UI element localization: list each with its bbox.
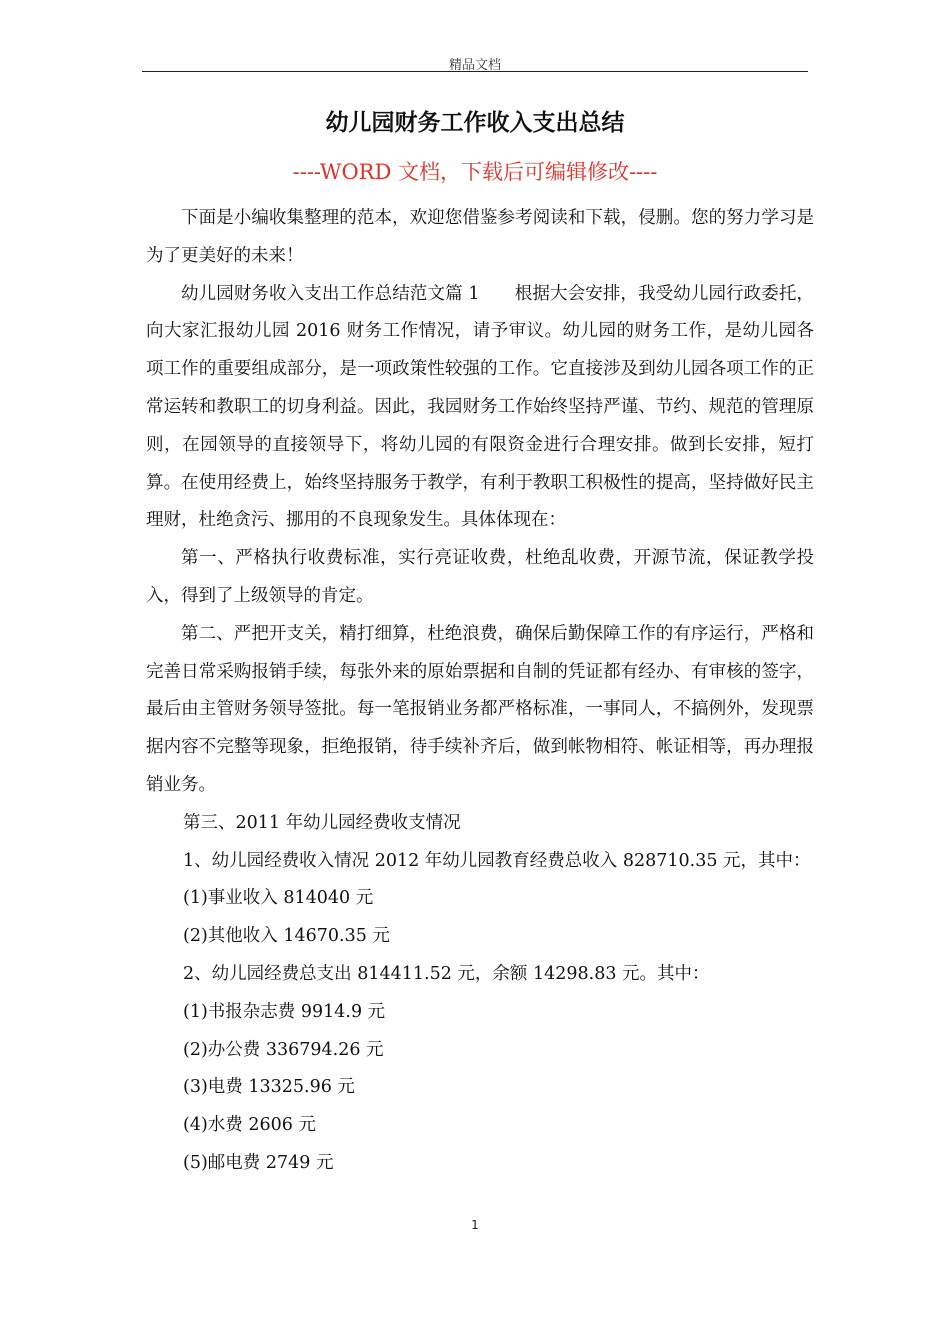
list-item: (2)其他收入 14670.35 元 xyxy=(183,926,390,947)
list-item: 1、幼儿园经费收入情况 2012 年幼儿园教育经费总收入 828710.35 元，其中： xyxy=(183,850,811,871)
page-header: 精品文档 xyxy=(448,58,501,73)
list-item: (5)邮电费 2749 元 xyxy=(183,1152,334,1173)
paragraph-overview: 幼儿园财务收入支出工作总结范文篇 1 根据大会安排，我受幼儿园行政委托，向大家汇报幼儿园 2016 财务工作情况，请予审议。幼儿园的财务工作，是幼儿园各项工作的重要组成部分，是一项政策性较强的工作。它直接涉及到幼儿园各项工作的正常运转和教职工的切身利益。因此，我园财务工作始终坚持严谨、节约、规范的管理原则，在园领导的直接领导下，将幼儿园的有限资金进行合理安排。做到长安排，短打算。在使用经费上，始终坚持服务于教学，有利于教职工积极性的提高，坚持做好民主理财，杜绝贪污、挪用的不良现象发生。具体体现在： xyxy=(146,283,814,531)
list-item: (1)事业收入 814040 元 xyxy=(183,888,374,909)
document-body xyxy=(146,200,814,1183)
paragraph-point-one: 第一、严格执行收费标准，实行亮证收费，杜绝乱收费，开源节流，保证教学投入，得到了上级领导的肯定。 xyxy=(146,548,814,606)
list-item: 第三、2011 年幼儿园经费收支情况 xyxy=(183,812,461,833)
list-item: (4)水费 2606 元 xyxy=(183,1115,316,1136)
document-title: 幼儿园财务工作收入支出总结 xyxy=(325,110,625,136)
list-item: (1)书报杂志费 9914.9 元 xyxy=(183,1001,386,1022)
list-item: (2)办公费 336794.26 元 xyxy=(183,1039,384,1060)
list-item: 2、幼儿园经费总支出 814411.52 元，余额 14298.83 元。其中： xyxy=(183,963,710,984)
document-subtitle: ----WORD 文档，下载后可编辑修改---- xyxy=(292,160,658,184)
list-item: (3)电费 13325.96 元 xyxy=(183,1077,355,1098)
header-divider xyxy=(142,71,808,72)
paragraph-intro: 下面是小编收集整理的范本，欢迎您借鉴参考阅读和下载，侵删。您的努力学习是为了更美好的未来！ xyxy=(146,208,814,266)
paragraph-point-two: 第二、严把开支关，精打细算，杜绝浪费，确保后勤保障工作的有序运行，严格和完善日常采购报销手续，每张外来的原始票据和自制的凭证都有经办、有审核的签字，最后由主管财务领导签批。每一笔报销业务都严格标准，一事同人，不搞例外，发现票据内容不完整等现象，拒绝报销，待手续补齐后，做到帐物相符、帐证相等，再办理报销业务。 xyxy=(146,623,814,795)
page-number: 1 xyxy=(471,1218,479,1232)
